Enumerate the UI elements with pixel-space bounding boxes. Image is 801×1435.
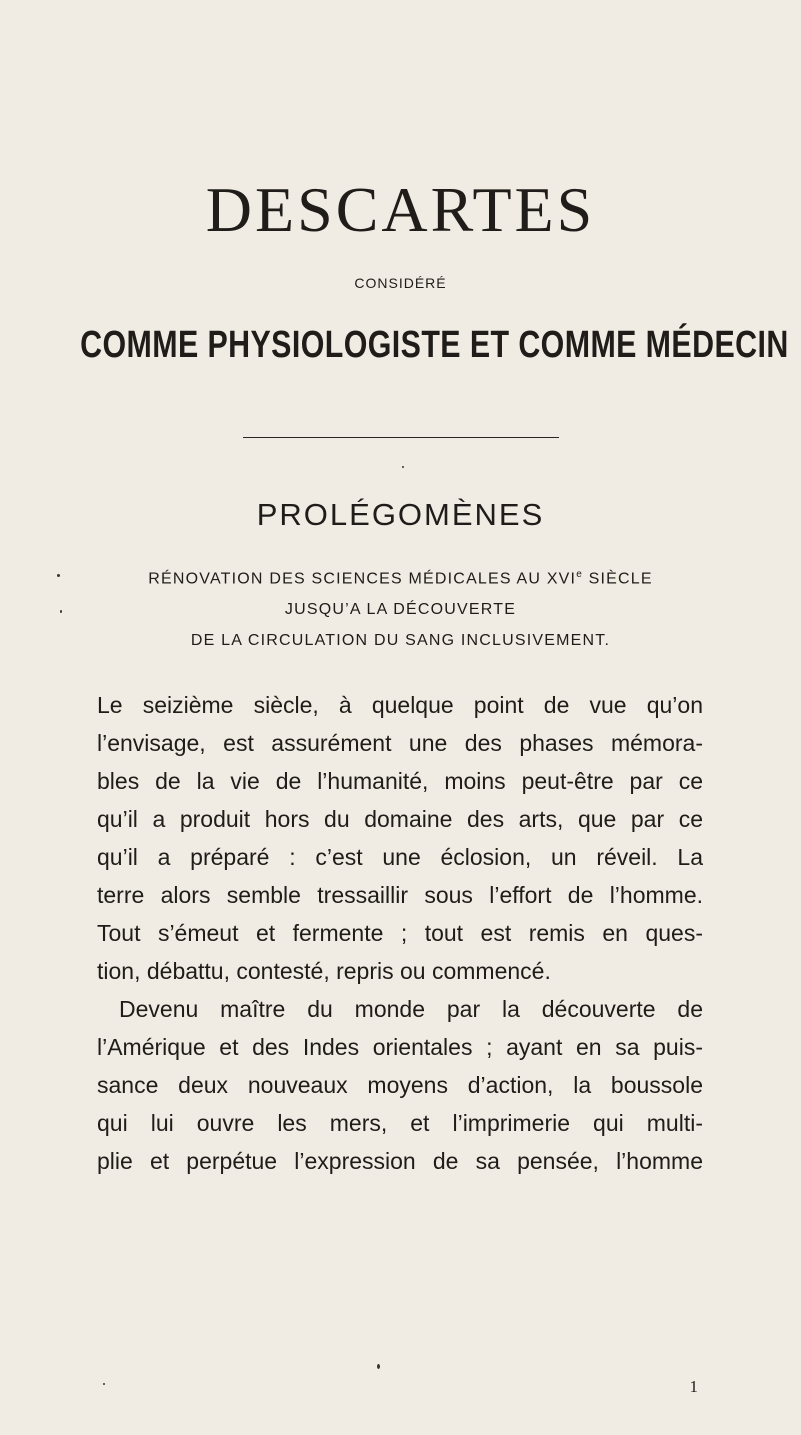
body-line: qu’il a préparé : c’est une éclosion, un réveil. La bbox=[97, 844, 703, 870]
body-line: tion, débattu, contesté, repris ou commencé. bbox=[97, 958, 551, 984]
body-line: bles de la vie de l’humanité, moins peut-être par ce bbox=[97, 768, 703, 794]
separator-rule bbox=[243, 437, 559, 438]
section-summary-text: RÉNOVATION DES SCIENCES MÉDICALES AU XVI bbox=[148, 570, 577, 588]
ink-speck bbox=[60, 610, 62, 613]
ink-speck bbox=[103, 1383, 105, 1385]
body-line: plie et perpétue l’expression de sa pensée, l’homme bbox=[97, 1148, 703, 1174]
body-line: Tout s’émeut et fermente ; tout est remis en ques- bbox=[97, 920, 703, 946]
title-connector: CONSIDÉRÉ bbox=[354, 275, 447, 291]
signature-mark: 1 bbox=[689, 1377, 698, 1396]
body-line: l’envisage, est assurément une des phases mémora- bbox=[97, 730, 703, 756]
body-line: terre alors semble tressaillir sous l’effort de l’homme. bbox=[97, 882, 703, 908]
ink-speck bbox=[402, 466, 404, 468]
page-footer bbox=[97, 1377, 703, 1397]
ink-speck bbox=[57, 574, 60, 577]
section-title: PROLÉGOMÈNES bbox=[256, 497, 545, 532]
section-summary-text: SIÈCLE bbox=[582, 570, 653, 588]
book-subtitle: COMME PHYSIOLOGISTE ET COMME MÉDECIN bbox=[80, 324, 789, 366]
body-line: sance deux nouveaux moyens d’action, la boussole bbox=[97, 1072, 703, 1098]
body-line: qui lui ouvre les mers, et l’imprimerie qui multi- bbox=[97, 1110, 703, 1136]
body-line: l’Amérique et des Indes orientales ; ayant en sa puis- bbox=[97, 1034, 703, 1060]
body-line: Le seizième siècle, à quelque point de vue qu’on bbox=[97, 692, 703, 718]
section-summary-line-3: DE LA CIRCULATION DU SANG INCLUSIVEMENT. bbox=[190, 632, 611, 649]
section-summary-line-2: JUSQU’A LA DÉCOUVERTE bbox=[284, 601, 517, 618]
body-line: qu’il a produit hors du domaine des arts, que par ce bbox=[97, 806, 703, 832]
century-superscript: e bbox=[576, 569, 583, 580]
body-line: Devenu maître du monde par la découverte de bbox=[119, 996, 703, 1022]
body-text bbox=[97, 686, 703, 1180]
book-title: DESCARTES bbox=[205, 174, 596, 245]
ink-speck bbox=[377, 1364, 380, 1369]
section-summary-line-1 bbox=[0, 569, 801, 588]
